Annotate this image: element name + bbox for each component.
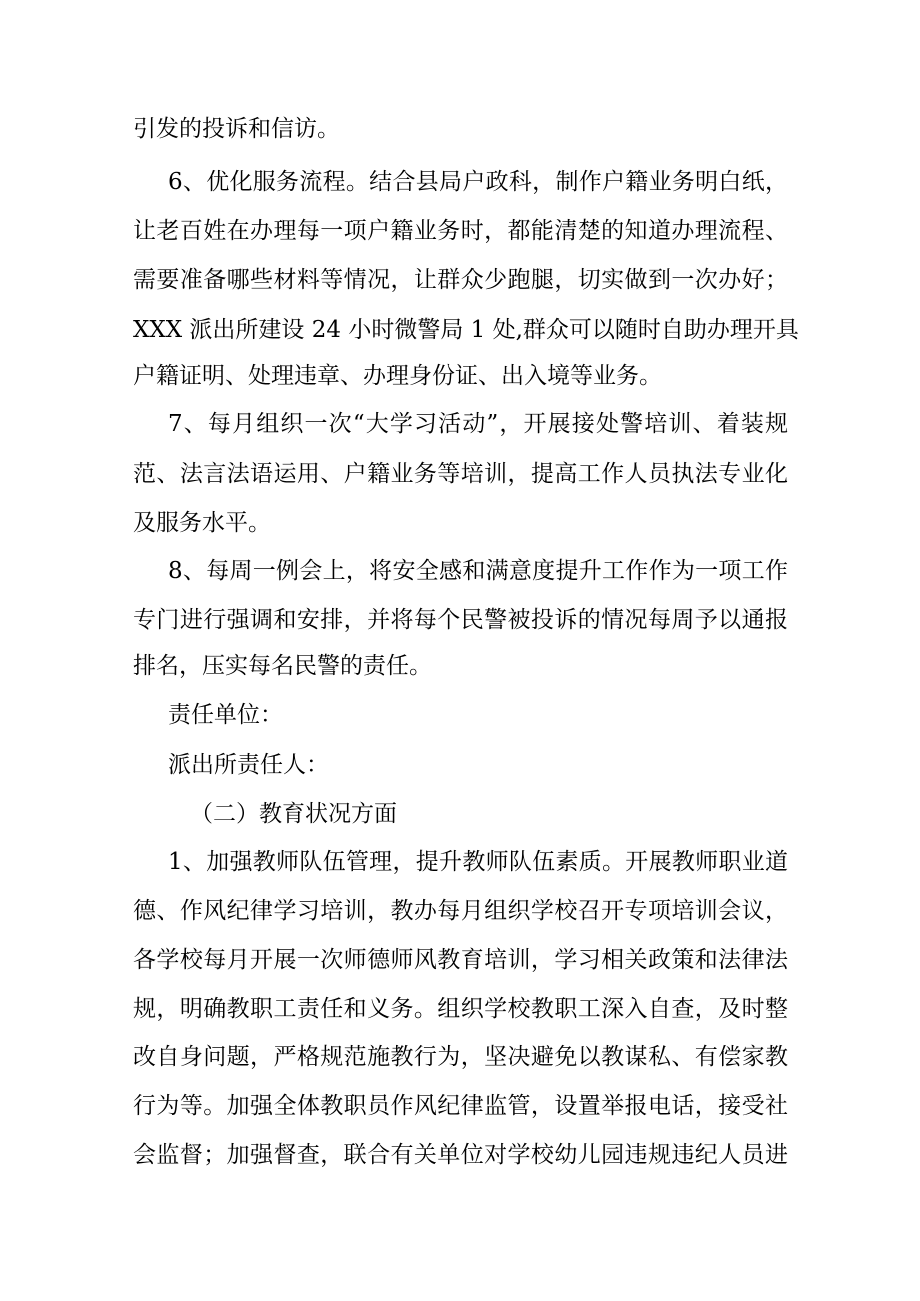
responsible-unit-label: 责任单位： xyxy=(168,702,283,728)
paragraph-line: 排名，压实每名民警的责任。 xyxy=(133,653,432,679)
paragraph-line: 8、每周一例会上，将安全感和满意度提升工作作为一项工作 xyxy=(168,558,788,584)
paragraph-line: 专门进行强调和安排，并将每个民警被投诉的情况每周予以通报 xyxy=(133,607,788,633)
paragraph-line: 行为等。加强全体教职员作风纪律监管，设置举报电话，接受社 xyxy=(133,1093,788,1119)
paragraph-line: 需要准备哪些材料等情况，让群众少跑腿，切实做到一次办好； xyxy=(133,267,788,293)
section-heading: （二）教育状况方面 xyxy=(190,801,397,827)
paragraph-line: XXX 派出所建设 24 小时微警局 1 处,群众可以随时自助办理开具 xyxy=(133,317,799,343)
paragraph-line: 户籍证明、处理违章、办理身份证、出入境等业务。 xyxy=(133,363,662,389)
paragraph-line: 让老百姓在办理每一项户籍业务时，都能清楚的知道办理流程、 xyxy=(133,218,788,244)
paragraph-line: 7、每月组织一次“大学习活动”，开展接处警培训、着装规 xyxy=(168,411,788,437)
paragraph-line: 及服务水平。 xyxy=(133,510,271,536)
paragraph-line: 改自身问题，严格规范施教行为，坚决避免以教谋私、有偿家教 xyxy=(133,1044,788,1070)
paragraph-line: 6、优化服务流程。结合县局户政科，制作户籍业务明白纸， xyxy=(168,169,788,195)
responsible-person-label: 派出所责任人： xyxy=(168,752,329,778)
paragraph-line: 1、加强教师队伍管理，提升教师队伍素质。开展教师职业道 xyxy=(168,849,788,875)
paragraph-line: 范、法言法语运用、户籍业务等培训，提高工作人员执法专业化 xyxy=(133,461,788,487)
paragraph-line: 各学校每月开展一次师德师风教育培训，学习相关政策和法律法 xyxy=(133,947,788,973)
paragraph-line: 规，明确教职工责任和义务。组织学校教职工深入自查，及时整 xyxy=(133,996,788,1022)
paragraph-line: 德、作风纪律学习培训，教办每月组织学校召开专项培训会议， xyxy=(133,898,788,924)
paragraph-line: 引发的投诉和信访。 xyxy=(133,116,340,142)
paragraph-line: 会监督；加强督查，联合有关单位对学校幼儿园违规违纪人员进 xyxy=(133,1142,788,1168)
